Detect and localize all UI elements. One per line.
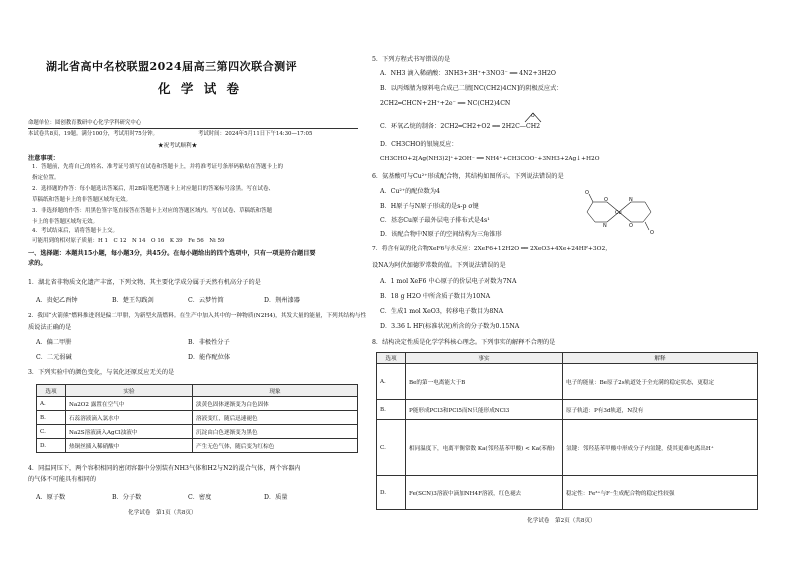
q1-option-d: D．荆州漆器 [264,297,300,304]
exam-time: 考试时间：2024年5月11日下午14:30—17:05 [198,131,313,137]
question-7: 7．将含有氙的化合物XeF6与水反应：2XeF6+12H2O ══ 2XeO3+4Xe+24HF+3O2， [372,246,612,252]
table-row [37,411,358,425]
q8-cell: Be的第一电离能大于B [406,364,563,400]
q6-option-d: D．该配合物中N原子的空间结构为三角锥形 [380,231,502,238]
q3-header-experiment: 实验 [66,385,193,397]
q4-option-a: A．原子数 [36,494,66,501]
question-3: 3．下列实验中的颜色变化，与氧化还原反应无关的是 [28,369,175,376]
q8-cell: P能形成PCl3和PCl5而N只能形成NCl3 [406,400,563,420]
q8-cell: D. [377,476,406,510]
q1-option-a: A．贵妃乙酉钟 [36,297,78,304]
note-line: 卡上的非答题区域均无效。 [32,219,99,225]
left-page [28,0,388,562]
q4-option-c: C．密度 [188,494,212,501]
header-rule [28,128,358,129]
q2-option-c: C．二元弱碱 [36,354,72,361]
q8-header-explanation: 解释 [563,353,758,364]
q3-cell: 热铜丝插入稀硝酸中 [66,439,193,453]
q8-cell: 原子轨道：P有3d轨道，N没有 [563,400,758,420]
note-line: 草稿纸和答题卡上的非答题区域均无效。 [32,197,132,203]
question-6: 6．氨基酸可与Cu²⁺形成配合物，其结构如图所示。下列说法错误的是 [372,173,564,180]
q2-option-b: B．非极性分子 [188,339,230,346]
q8-cell: Fe(SCN)3溶液中滴加NH4F溶液，红色褪去 [406,476,563,510]
q5-option-b: B．以丙烯腈为原料电合成己二腈[NC(CH2)4CN]的阴极反应式： [380,85,563,92]
q6-option-c: C．基态Cu原子最外层电子排布式是4s¹ [380,217,490,224]
q2-option-d: D．能作配位体 [188,354,231,361]
note-line: 1．答题前，先将自己的姓名、准考证号填写在试卷和答题卡上，并将准考证号条形码粘贴在答题卡上的 [32,164,284,170]
q8-cell: A. [377,364,406,400]
q3-cell: D. [37,439,66,453]
question-8: 8．结构决定性质是化学学科核心理念。下列事实的解释不合理的是 [372,339,556,346]
section1-heading: 一、选择题：本题共15小题，每小题3分，共45分。在每小题给出的四个选项中，只有一项是符合题目要 [28,250,316,257]
svg-text:N: N [629,197,633,203]
q3-cell: 溶液变红，随后迅速褪色 [193,411,358,425]
q3-cell: 沉淀由白色逐渐变为黑色 [193,425,358,439]
q7-option-b: B．18 g H2O 中所含质子数目为10NA [380,293,491,300]
q8-cell: 氢键：邻羟基苯甲酸中形成分子内氢键，使其更难电离出H⁺ [563,420,758,476]
note-line: 指定位置。 [32,175,60,181]
question-7-cont: 设NA为阿伏加德罗常数的值。下列说法错误的是 [372,262,506,269]
svg-text:O: O [650,230,654,236]
epoxide-ring-icon [521,111,545,123]
proposer-line: 命题单位：圆创教育教研中心化学学科研究中心 [28,120,142,126]
q6-option-a: A．Cu²⁺的配位数为4 [380,188,440,195]
svg-text:O: O [585,190,589,196]
table-row [37,397,358,411]
q3-cell: Na2S溶液滴入AgCl浊液中 [66,425,193,439]
question-1: 1．湖北省非物质文化遗产丰富，下列文物、其主要化学成分属于天然有机高分子的是 [28,279,261,286]
table-row [377,420,758,476]
question-2-cont: 质说法正确的是 [28,324,72,331]
right-page [372,0,770,562]
question-2: 2．我国“火箭熊”燃料推进剂是偏二甲肼，为新型火箭燃料。在生产中加入其中的一种物质(N2H4)，其发大量的能量，下列其结构与性 [28,313,367,319]
q5-option-d: D．CH3CHO的银镜反应： [380,141,458,148]
q3-cell: C. [37,425,66,439]
q5-option-b-eq: 2CH2═CHCN+2H⁺+2e⁻ ══ NC(CH2)4CN [380,100,511,107]
confidential-mark: ★祝考试顺利★ [158,143,198,149]
q3-header-phenomenon: 现象 [193,385,358,397]
copper-complex-structure [567,188,677,236]
q7-option-d: D．3.36 L HF(标准状况)所含的分子数为0.15NA [380,323,520,330]
q2-option-a: A．偏二甲肼 [36,339,72,346]
q1-option-b: B．楚王勾践剑 [112,297,154,304]
question-4-cont: 的气体不可能具有相同的 [28,476,97,483]
exam-title: 湖北省高中名校联盟2024届高三第四次联合测评 [46,60,298,73]
q3-cell: A. [37,397,66,411]
question-5: 5．下列方程式书写错误的是 [372,56,451,63]
table-row [377,400,758,420]
table-row [37,425,358,439]
q8-header-fact: 事实 [406,353,563,364]
notes-title: 注意事项： [28,155,59,162]
q6-option-b: B．H原子与N原子形成的是s-p σ键 [380,203,479,210]
q8-cell: B. [377,400,406,420]
q8-cell: 稳定性：Fe³⁺与F⁻生成配合物的稳定性较强 [563,476,758,510]
svg-text:Cu: Cu [615,210,622,216]
table-row [37,439,358,453]
table-row [377,476,758,510]
note-line: 3．非选择题的作答：用黑色签字笔直接答在答题卡上对应的答题区域内。写在试卷、草稿纸和答题 [32,208,273,214]
subject-title: 化 学 试 卷 [158,81,243,96]
svg-text:O: O [604,197,608,203]
q8-cell: C. [377,420,406,476]
page-footer-right: 化学试卷 第2页（共8页） [527,518,596,524]
svg-text:O: O [531,114,535,119]
q1-option-c: C．云梦竹简 [188,297,224,304]
q7-option-c: C．生成1 mol XeO3，转移电子数目为8NA [380,308,504,315]
q3-cell: Na2O2 露置在空气中 [66,397,193,411]
page-footer-left: 化学试卷 第1页（共8页） [128,510,197,516]
table-row [377,364,758,400]
q3-cell: 淡黄色固体逐渐变为白色固体 [193,397,358,411]
q4-option-d: D．质量 [264,494,288,501]
q8-cell: 电子的能量：Be原子2s轨道处于全充满的稳定状态，更稳定 [563,364,758,400]
q7-option-a: A．1 mol XeF6 中心原子的价层电子对数为7NA [380,278,517,285]
q5-option-c: C．环氧乙烷的制备：2CH2═CH2+O2 ══ 2H2C—CH2 [380,123,541,130]
q4-option-b: B．分子数 [112,494,142,501]
section1-heading-cont: 求的。 [28,260,47,267]
atomic-masses: 可能用到的相对原子质量：H 1 C 12 N 14 O 16 K 39 Fe 56 Ni 59 [32,238,225,244]
q8-header-option: 选项 [377,353,406,364]
q8-table [376,352,758,510]
note-line: 4．考试结束后，请将答题卡上交。 [32,228,119,234]
q5-option-a: A．NH3 滴入稀硝酸：3NH3+3H⁺+3NO3⁻ ══ 4N2+3H2O [380,70,556,77]
q3-cell: B. [37,411,66,425]
q3-table [36,384,358,453]
svg-text:N: N [603,223,607,229]
q5-option-d-eq: CH3CHO+2[Ag(NH3)2]⁺+2OH⁻ ══ NH4⁺+CH3COO⁻+3NH3+2Ag↓+H2O [380,156,600,162]
q3-header-option: 选项 [37,385,66,397]
svg-text:O: O [629,223,633,229]
q3-cell: 产生无色气体，随后变为红棕色 [193,439,358,453]
exam-meta: 本试卷共8页，19题。满分100分，考试用时75分钟。 [28,131,158,137]
note-line: 2．选择题的作答：每小题选出答案后，用2B铅笔把答题卡上对应题目的答案标号涂黑。写在试卷、 [32,186,275,192]
q3-cell: 石蕊溶液滴入氯水中 [66,411,193,425]
question-4: 4．同温同压下，两个容积相同的密闭容器中分别装有NH3气体和H2与N2的混合气体，两个容器内 [28,465,301,472]
q8-cell: 相同温度下，电离平衡常数 Ka(邻羟基苯甲酸) < Ka(苯酚) [406,420,563,476]
